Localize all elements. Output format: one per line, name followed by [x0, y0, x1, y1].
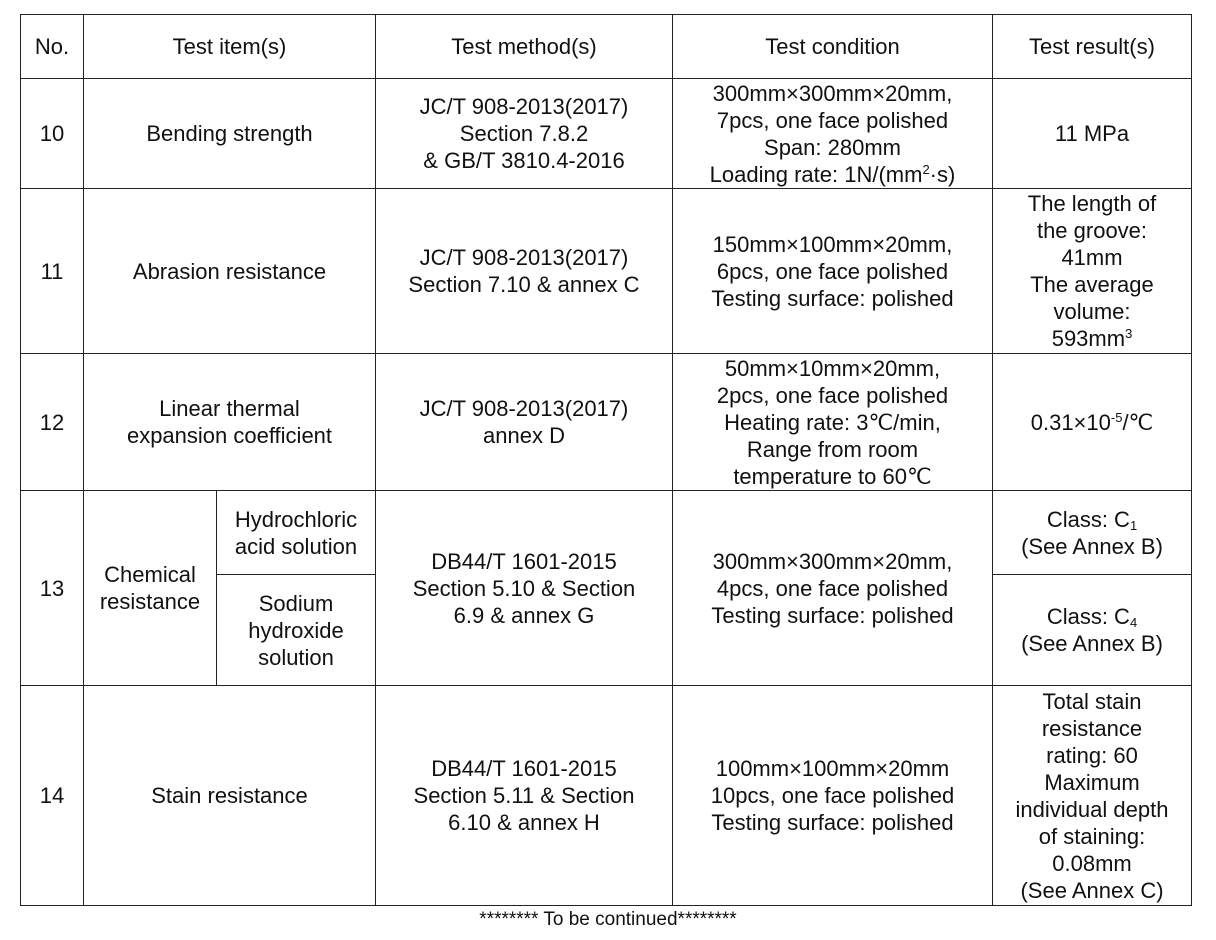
method-line: 6.10 & annex H	[448, 810, 600, 835]
table-row	[21, 354, 1192, 491]
condition-line: temperature to 60℃	[733, 463, 932, 489]
row-number: 13	[21, 491, 84, 686]
test-method	[376, 189, 673, 354]
table-row	[21, 491, 1192, 575]
result-line: Maximum	[1044, 769, 1140, 795]
row-number: 12	[21, 354, 84, 491]
result-line: 11 MPa	[1054, 121, 1130, 146]
condition-line: 7pcs, one face polished	[716, 107, 949, 133]
method-line: DB44/T 1601-2015	[431, 548, 617, 574]
coefficient-unit: /℃	[1122, 409, 1154, 435]
test-item	[84, 354, 376, 491]
result-line: (See Annex C)	[1020, 877, 1164, 903]
condition-line: 300mm×300mm×20mm,	[712, 548, 953, 574]
result-line	[997, 409, 1187, 436]
result-line: resistance	[1041, 715, 1143, 741]
test-item: Stain resistance	[84, 686, 376, 906]
row-number: 10	[21, 79, 84, 189]
item-line: Linear thermal	[159, 396, 300, 421]
to-be-continued-note: ******** To be continued********	[479, 909, 737, 930]
test-condition	[673, 79, 993, 189]
result-line: volume:	[1053, 299, 1131, 324]
condition-line: 50mm×10mm×20mm,	[724, 355, 941, 381]
item-line: resistance	[99, 589, 201, 614]
condition-line: Testing surface: polished	[711, 285, 954, 311]
method-line: Section 5.10 & Section	[412, 575, 636, 601]
method-line: JC/T 908-2013(2017)	[419, 94, 629, 119]
result-line	[997, 603, 1187, 630]
test-method	[376, 354, 673, 491]
test-subitem	[217, 491, 376, 575]
test-method	[376, 491, 673, 686]
test-condition	[673, 686, 993, 906]
method-line: DB44/T 1601-2015	[431, 756, 617, 781]
method-line: 6.9 & annex G	[453, 602, 595, 628]
test-result	[993, 189, 1192, 354]
loading-rate-unit: ·s)	[929, 161, 956, 187]
result-line	[997, 325, 1187, 352]
row-number: 11	[21, 189, 84, 354]
header-test-condition: Test condition	[673, 15, 993, 79]
condition-line: 10pcs, one face polished	[710, 783, 955, 808]
test-result	[993, 575, 1192, 686]
condition-line: 300mm×300mm×20mm,	[712, 80, 953, 106]
superscript: -5	[1110, 409, 1123, 425]
condition-line: Heating rate: 3℃/min,	[724, 409, 941, 435]
table-row	[21, 686, 1192, 906]
subitem-line: Hydrochloric	[234, 506, 358, 532]
superscript: 2	[922, 161, 930, 177]
method-line: Section 7.10 & annex C	[408, 272, 640, 297]
subitem-line: acid solution	[234, 533, 358, 559]
condition-line: Testing surface: polished	[711, 602, 954, 628]
condition-line: Range from room	[746, 436, 919, 462]
subscript: 4	[1129, 615, 1138, 630]
result-line: rating: 60	[1046, 742, 1138, 768]
method-line: & GB/T 3810.4-2016	[423, 148, 625, 173]
method-line: Section 7.8.2	[459, 121, 589, 146]
condition-line: 4pcs, one face polished	[716, 575, 949, 601]
class-label: Class: C	[1046, 506, 1130, 532]
test-subitem	[217, 575, 376, 686]
test-item	[84, 491, 217, 686]
condition-line	[677, 161, 988, 188]
test-item: Bending strength	[84, 79, 376, 189]
item-line: Chemical	[104, 562, 196, 587]
header-test-item: Test item(s)	[84, 15, 376, 79]
loading-rate-text: Loading rate: 1N/(mm	[709, 161, 923, 187]
condition-line: 100mm×100mm×20mm	[715, 756, 950, 781]
subitem-line: Sodium	[258, 590, 334, 616]
subitem-line: hydroxide	[248, 617, 344, 643]
test-results-table	[20, 14, 1192, 906]
result-line: Total stain	[1042, 688, 1142, 714]
method-line: annex D	[483, 423, 565, 448]
method-line: JC/T 908-2013(2017)	[419, 396, 629, 421]
result-note: (See Annex B)	[1021, 631, 1163, 656]
result-line: The average	[1030, 272, 1154, 297]
result-line: individual depth	[1015, 796, 1169, 822]
test-result	[993, 79, 1192, 189]
class-label: Class: C	[1046, 604, 1130, 629]
method-line: JC/T 908-2013(2017)	[419, 245, 629, 270]
result-line: The length of	[1027, 191, 1157, 216]
condition-line: 6pcs, one face polished	[716, 258, 949, 284]
test-result	[993, 686, 1192, 906]
test-condition	[673, 189, 993, 354]
condition-line: 150mm×100mm×20mm,	[712, 231, 953, 257]
row-number: 14	[21, 686, 84, 906]
condition-line: Testing surface: polished	[711, 810, 954, 835]
method-line: Section 5.11 & Section	[413, 783, 635, 808]
test-item: Abrasion resistance	[84, 189, 376, 354]
result-line: 0.08mm	[1052, 850, 1132, 876]
subscript: 1	[1129, 517, 1138, 533]
test-result	[993, 491, 1192, 575]
item-line: expansion coefficient	[126, 423, 333, 448]
test-condition	[673, 354, 993, 491]
condition-line: Span: 280mm	[764, 134, 901, 160]
superscript: 3	[1125, 326, 1133, 341]
coefficient-value: 0.31×10	[1030, 409, 1111, 435]
test-result	[993, 354, 1192, 491]
subitem-line: solution	[258, 644, 334, 670]
header-test-result: Test result(s)	[993, 15, 1192, 79]
result-line: 41mm	[1061, 245, 1123, 270]
table-header-row	[21, 15, 1192, 79]
result-line: the groove:	[1036, 218, 1148, 243]
result-note: (See Annex B)	[1021, 533, 1163, 559]
volume-value: 593mm	[1051, 326, 1126, 351]
table-row	[21, 79, 1192, 189]
test-condition	[673, 491, 993, 686]
table-row	[21, 189, 1192, 354]
header-no: No.	[21, 15, 84, 79]
result-line	[997, 506, 1187, 533]
result-line: of staining:	[1038, 823, 1146, 849]
test-method	[376, 79, 673, 189]
condition-line: 2pcs, one face polished	[716, 382, 949, 408]
test-method	[376, 686, 673, 906]
header-test-method: Test method(s)	[376, 15, 673, 79]
